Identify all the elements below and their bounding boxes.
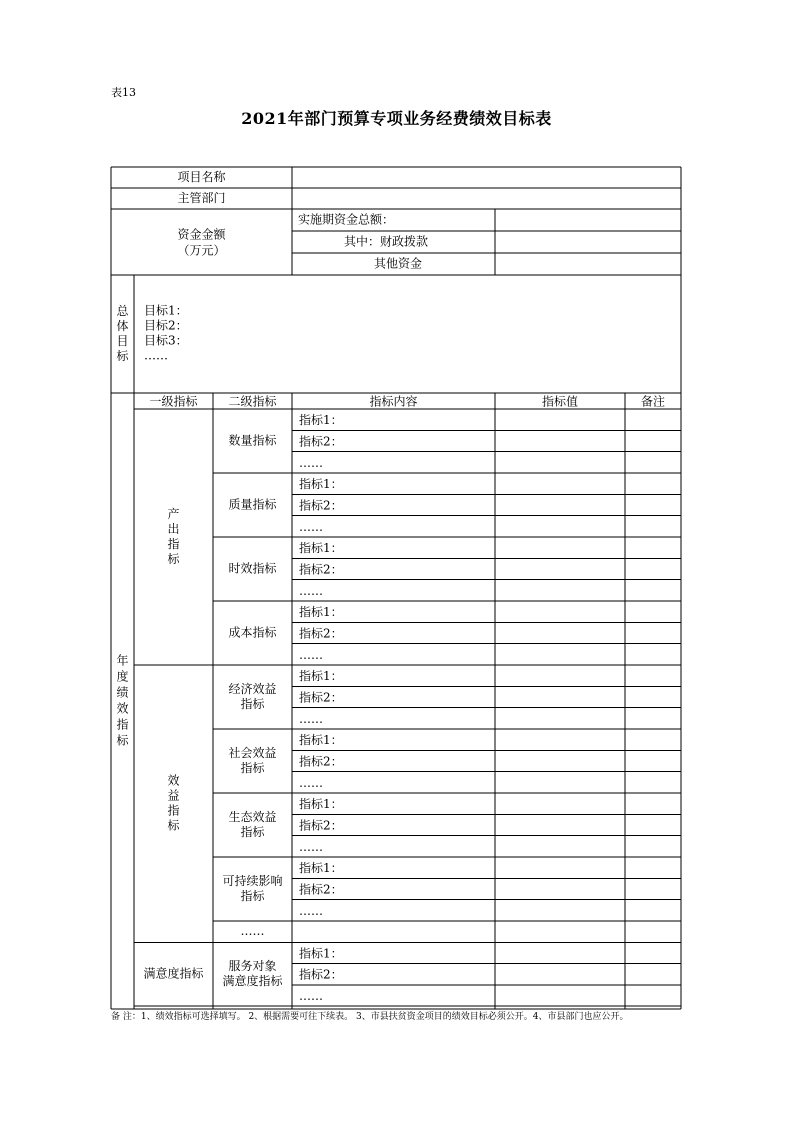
overall-goal-label: 体	[116, 319, 129, 333]
remark-field[interactable]	[626, 858, 680, 877]
table-number: 表13	[111, 86, 136, 99]
project-name-label: 项目名称	[177, 170, 226, 184]
indicator-content: ……	[299, 903, 323, 918]
fund-amount-label: 资金金额	[177, 227, 226, 242]
page-title: 2021年部门预算专项业务经费绩效目标表	[241, 109, 552, 128]
remark-field[interactable]	[626, 453, 680, 472]
secondary-indicator: 服务对象	[228, 959, 277, 974]
secondary-indicator: 生态效益	[228, 809, 277, 824]
indicator-value-field[interactable]	[496, 602, 624, 621]
column-header: 二级指标	[228, 394, 277, 409]
indicator-content: 指标2：	[299, 626, 343, 641]
indicator-content: 指标1：	[299, 413, 343, 428]
remark-field[interactable]	[626, 730, 680, 749]
indicator-content: ……	[299, 583, 323, 598]
remark-field[interactable]	[626, 538, 680, 557]
primary-indicator: 效	[167, 773, 180, 788]
remark-field[interactable]	[626, 687, 680, 706]
indicator-value-field[interactable]	[496, 879, 624, 898]
annual-performance-label: 标	[116, 733, 129, 748]
fund-row-label: 其中：财政拨款	[343, 234, 429, 249]
remark-field[interactable]	[626, 965, 680, 984]
indicator-value-field[interactable]	[496, 431, 624, 450]
remark-field[interactable]	[626, 495, 680, 514]
primary-indicator: 出	[167, 521, 180, 536]
secondary-indicator: ……	[240, 924, 265, 939]
primary-indicator: 满意度指标	[143, 966, 204, 981]
remark-field[interactable]	[626, 410, 680, 429]
indicator-value-field[interactable]	[496, 986, 624, 1005]
indicator-value-field[interactable]	[496, 943, 624, 962]
indicator-value-field[interactable]	[496, 815, 624, 834]
secondary-indicator: 经济效益	[228, 681, 277, 696]
indicator-value-field[interactable]	[496, 559, 624, 578]
primary-indicator: 指	[167, 536, 180, 551]
indicator-content: ……	[299, 775, 323, 790]
secondary-indicator: 指标	[240, 696, 265, 711]
primary-indicator: 标	[167, 551, 180, 566]
indicator-content: 指标2：	[299, 690, 343, 705]
remark-field[interactable]	[626, 751, 680, 770]
annual-performance-label: 度	[116, 669, 129, 684]
indicator-value-field[interactable]	[496, 751, 624, 770]
secondary-indicator: 时效指标	[228, 561, 277, 576]
secondary-indicator: 数量指标	[228, 433, 277, 448]
indicator-content: 指标1：	[299, 669, 343, 684]
fund-amount-field[interactable]	[496, 232, 680, 252]
indicator-content: 指标2：	[299, 967, 343, 982]
remark-field[interactable]	[626, 581, 680, 600]
department-field[interactable]	[293, 189, 680, 208]
overall-goal-label: 标	[116, 349, 129, 363]
remark-field[interactable]	[626, 517, 680, 536]
remark-field[interactable]	[626, 602, 680, 621]
indicator-value-field[interactable]	[496, 794, 624, 813]
indicator-value-field[interactable]	[496, 581, 624, 600]
indicator-value-field[interactable]	[496, 453, 624, 472]
indicator-content: 指标1：	[299, 477, 343, 492]
fund-row-label: 其他资金	[373, 256, 423, 271]
indicator-value-field[interactable]	[496, 687, 624, 706]
indicator-content: 指标2：	[299, 754, 343, 769]
indicator-content: ……	[299, 519, 323, 534]
remark-field[interactable]	[626, 837, 680, 856]
fund-amount-field[interactable]	[496, 210, 680, 230]
primary-indicator: 指	[167, 803, 180, 818]
secondary-indicator: 社会效益	[228, 745, 277, 760]
remark-field[interactable]	[626, 645, 680, 664]
indicator-content: 指标2：	[299, 882, 343, 897]
annual-performance-label: 指	[116, 717, 129, 732]
indicator-value-field[interactable]	[496, 517, 624, 536]
indicator-content: 指标2：	[299, 498, 343, 513]
column-header: 指标内容	[369, 394, 418, 409]
remark-field[interactable]	[626, 943, 680, 962]
annual-performance-label: 效	[116, 701, 129, 716]
project-name-field[interactable]	[293, 168, 680, 187]
secondary-indicator: 指标	[240, 760, 265, 775]
indicator-content: 指标1：	[299, 797, 343, 812]
remark-field[interactable]	[626, 815, 680, 834]
remark-field[interactable]	[626, 431, 680, 450]
secondary-indicator: 质量指标	[228, 497, 277, 512]
secondary-indicator: 指标	[240, 888, 265, 903]
annual-performance-label: 绩	[116, 685, 129, 700]
column-header: 备注	[640, 394, 666, 409]
indicator-content: ……	[299, 647, 323, 662]
primary-indicator: 产	[167, 506, 180, 521]
secondary-indicator: 成本指标	[228, 625, 277, 640]
remark-field[interactable]	[626, 794, 680, 813]
indicator-value-field[interactable]	[496, 901, 624, 920]
column-header: 一级指标	[149, 394, 198, 409]
indicator-value-field[interactable]	[496, 410, 624, 429]
indicator-content: ……	[299, 839, 323, 854]
indicator-content: 指标2：	[299, 434, 343, 449]
overall-goal-field[interactable]	[135, 276, 680, 392]
footnote: 备 注：1、绩效指标可选择填写。 2、根据需要可往下续表。 3、市县扶贫资金项目的绩效目标必须公开。4、市县部门也应公开。	[111, 1012, 629, 1022]
indicator-content: ……	[299, 455, 323, 470]
fund-amount-field[interactable]	[496, 254, 680, 274]
remark-field[interactable]	[626, 666, 680, 685]
indicator-content: 指标1：	[299, 541, 343, 556]
primary-indicator: 益	[167, 788, 180, 803]
indicator-content: 指标2：	[299, 818, 343, 833]
indicator-value-field[interactable]	[496, 623, 624, 642]
indicator-content: 指标2：	[299, 562, 343, 577]
indicator-content: 指标1：	[299, 946, 343, 961]
remark-field[interactable]	[626, 623, 680, 642]
fund-unit-label: （万元）	[177, 243, 226, 258]
secondary-indicator: 指标	[240, 824, 265, 839]
indicator-value-field[interactable]	[496, 538, 624, 557]
fund-row-label: 实施期资金总额：	[297, 212, 395, 227]
indicator-value-field[interactable]	[496, 965, 624, 984]
indicator-content: 指标1：	[299, 605, 343, 620]
indicator-value-field[interactable]	[496, 666, 624, 685]
remark-field[interactable]	[626, 474, 680, 493]
indicator-value-field[interactable]	[496, 495, 624, 514]
indicator-content: ……	[299, 711, 323, 726]
overall-goal-label: 目	[116, 334, 129, 348]
indicator-content: ……	[299, 989, 323, 1004]
column-header: 指标值	[541, 394, 579, 409]
indicator-content: 指标1：	[299, 733, 343, 748]
indicator-value-field[interactable]	[496, 837, 624, 856]
secondary-indicator: 可持续影响	[222, 873, 283, 888]
remark-field[interactable]	[626, 879, 680, 898]
secondary-indicator: 满意度指标	[222, 974, 283, 989]
remark-field[interactable]	[626, 901, 680, 920]
indicator-value-field[interactable]	[496, 773, 624, 792]
indicator-value-field[interactable]	[496, 709, 624, 728]
primary-indicator: 标	[167, 818, 180, 833]
indicator-value-field[interactable]	[496, 474, 624, 493]
remark-field[interactable]	[626, 773, 680, 792]
remark-field[interactable]	[626, 986, 680, 1005]
overall-goal-label: 总	[116, 304, 129, 318]
indicator-value-field[interactable]	[496, 645, 624, 664]
department-label: 主管部门	[177, 191, 226, 205]
remark-field[interactable]	[626, 709, 680, 728]
indicator-value-field[interactable]	[496, 858, 624, 877]
remark-field[interactable]	[626, 559, 680, 578]
indicator-value-field[interactable]	[496, 730, 624, 749]
indicator-content: 指标1：	[299, 861, 343, 876]
annual-performance-label: 年	[116, 653, 129, 668]
